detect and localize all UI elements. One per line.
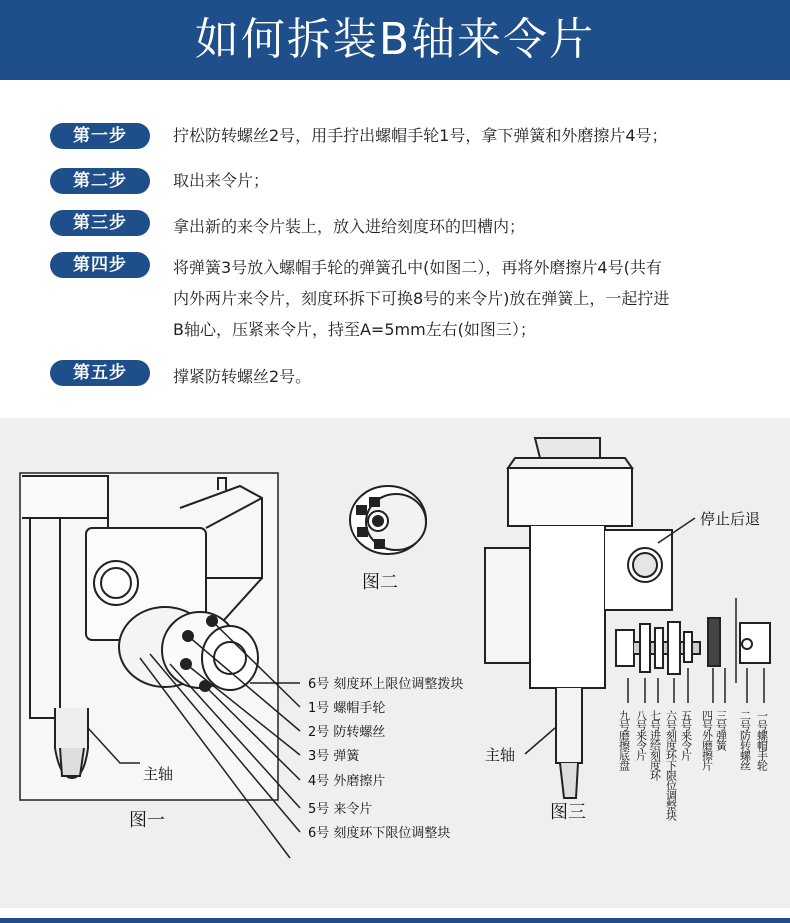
fig3-part-label: 五号来令片 xyxy=(679,710,693,760)
step-line: 拧松防转螺丝2号，用手拧出螺帽手轮1号，拿下弹簧和外磨擦片4号； xyxy=(173,126,668,145)
fig3-part-label: 二号防转螺丝 xyxy=(738,710,752,770)
fig3-part-label: 一号螺帽手轮 xyxy=(755,710,769,770)
fig1-caption: 图一 xyxy=(129,810,165,831)
fig1-label: 1号 螺帽手轮 xyxy=(308,701,386,716)
step-badge: 第三步 xyxy=(50,210,150,236)
step-badge: 第五步 xyxy=(50,360,150,386)
fig1-label: 6号 刻度环下限位调整块 xyxy=(308,826,451,841)
fig3-part-label: 三号弹簧 xyxy=(714,710,728,750)
fig3-part-label: 六号刻度环下限位调整块 xyxy=(664,710,678,820)
title-banner xyxy=(0,0,790,80)
fig3-part-label: 四号外磨擦片 xyxy=(700,710,714,770)
step-text xyxy=(173,211,733,242)
diagram-panel xyxy=(0,418,790,908)
step-text xyxy=(173,361,733,392)
fig2-caption: 图二 xyxy=(362,572,398,593)
fig3-shaft-label: 主轴 xyxy=(485,746,516,764)
step-line: 取出来令片； xyxy=(173,171,270,190)
figure2-drawing xyxy=(350,486,426,554)
step-badge: 第二步 xyxy=(50,168,150,194)
footer-bar xyxy=(0,918,790,923)
step-line: 拿出新的来令片装上，放入进给刻度环的凹槽内； xyxy=(173,217,526,236)
fig1-label: 4号 外磨擦片 xyxy=(308,774,386,789)
fig3-stop-label: 停止后退 xyxy=(700,510,761,528)
step-text xyxy=(173,252,733,345)
diagram-svg xyxy=(0,418,790,908)
fig1-label: 3号 弹簧 xyxy=(308,749,360,764)
step-line: B轴心，压紧来令片，持至A=5mm左右(如图三）； xyxy=(173,320,536,339)
page-title: 如何拆装B轴来令片 xyxy=(194,14,596,65)
step-badge: 第一步 xyxy=(50,123,150,149)
step-text xyxy=(173,165,733,196)
fig3-part-label: 九号磨擦底盘 xyxy=(617,710,631,770)
step-text xyxy=(173,120,733,151)
fig1-label: 6号 刻度环上限位调整拨块 xyxy=(308,677,464,692)
fig3-part-label: 七号进给刻度环 xyxy=(648,710,662,780)
fig3-part-label: 八号来令片 xyxy=(634,710,648,760)
step-line: 撑紧防转螺丝2号。 xyxy=(173,367,312,386)
step-badge: 第四步 xyxy=(50,252,150,278)
step-line: 将弹簧3号放入螺帽手轮的弹簧孔中(如图二），再将外磨擦片4号(共有 xyxy=(173,258,662,277)
fig3-part-labels xyxy=(618,709,769,822)
fig1-label: 2号 防转螺丝 xyxy=(308,725,386,740)
fig1-shaft-label: 主轴 xyxy=(143,765,174,783)
fig3-caption: 图三 xyxy=(550,802,586,823)
step-line: 内外两片来令片，刻度环拆下可换8号的来令片)放在弹簧上，一起拧进 xyxy=(173,289,670,308)
fig1-label: 5号 来令片 xyxy=(308,802,373,817)
figure1-drawing xyxy=(20,473,300,858)
